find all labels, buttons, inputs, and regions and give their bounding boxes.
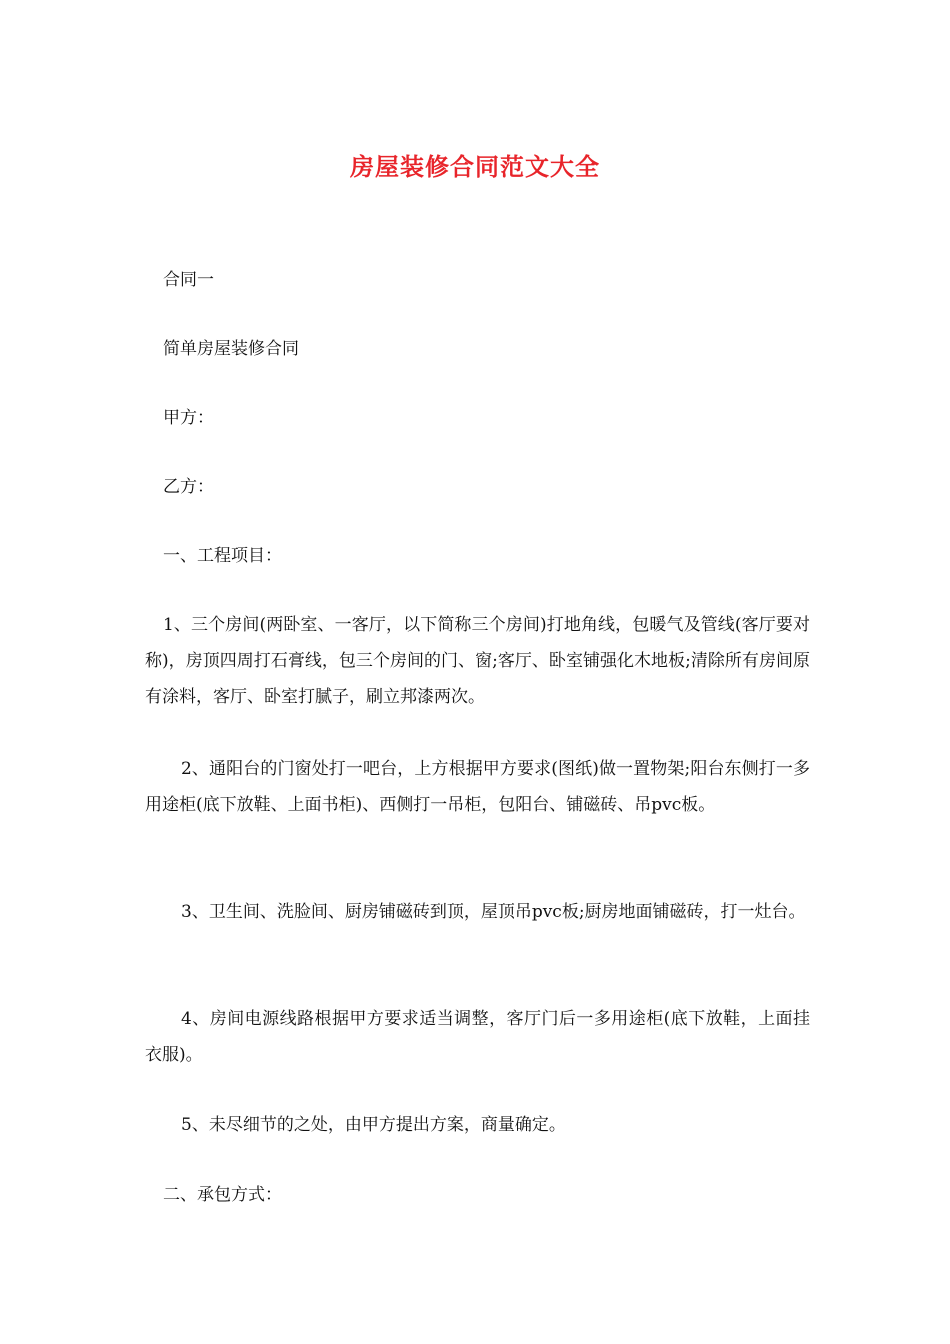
- project-item-4: 4、房间电源线路根据甲方要求适当调整，客厅门后一多用途柜(底下放鞋，上面挂衣服)。: [145, 1009, 810, 1065]
- paragraph-party-a: 甲方：: [163, 408, 214, 428]
- project-item-5: 5、未尽细节的之处，由甲方提出方案，商量确定。: [181, 1115, 566, 1135]
- section-heading-project: 一、工程项目：: [163, 546, 282, 566]
- section-heading-contracting: 二、承包方式：: [163, 1185, 282, 1205]
- paragraph-contract-name: 简单房屋装修合同: [163, 339, 299, 359]
- paragraph-party-b: 乙方：: [163, 477, 214, 497]
- document-title: 房屋装修合同范文大全: [350, 152, 600, 181]
- project-item-1: 1、三个房间(两卧室、一客厅，以下简称三个房间)打地角线，包暖气及管线(客厅要对称)，房顶四周打石膏线，包三个房间的门、窗;客厅、卧室铺强化木地板;清除所有房间原有涂料，客厅、卧室打腻子，刷立邦漆两次。: [145, 615, 810, 707]
- project-item-3: 3、卫生间、洗脸间、厨房铺磁砖到顶，屋顶吊pvc板;厨房地面铺磁砖，打一灶台。: [181, 902, 806, 922]
- paragraph-contract-one: 合同一: [163, 270, 214, 290]
- project-item-2: 2、通阳台的门窗处打一吧台，上方根据甲方要求(图纸)做一置物架;阳台东侧打一多用途柜(底下放鞋、上面书柜)、西侧打一吊柜，包阳台、铺磁砖、吊pvc板。: [145, 759, 810, 815]
